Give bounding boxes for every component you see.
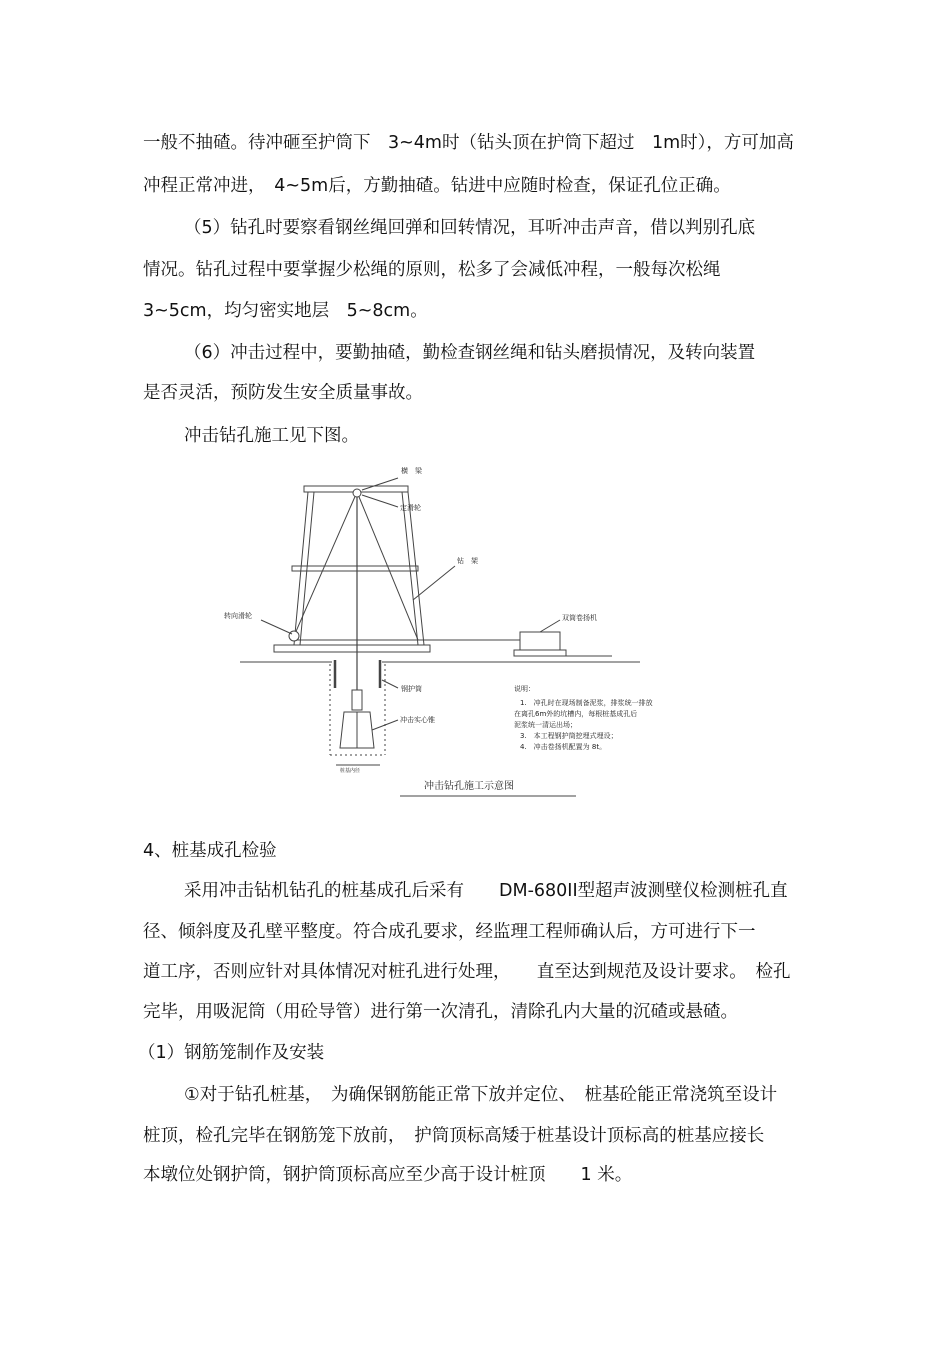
paragraph-line: 3~5cm，均匀密实地层 5~8cm。 [143,301,428,321]
base-platform [274,645,430,652]
notes-title: 说明： [514,685,535,693]
subsection-heading: （1）钢筋笼制作及安装 [138,1043,325,1063]
paragraph-line: （5）钻孔时要察看钢丝绳回弹和回转情况，耳听冲击声音，借以判别孔底 [184,218,756,238]
label-crossbeam: 横 梁 [401,467,422,475]
paragraph-line: 冲击钻孔施工见下图。 [184,426,359,446]
paragraph-line: 完毕，用吸泥筒（用砼导管）进行第一次清孔，清除孔内大量的沉碴或悬碴。 [143,1002,738,1022]
impact-hammer [352,690,362,710]
label-impact-hammer: 冲击实心锥 [400,716,435,724]
paragraph-line: 道工序，否则应针对具体情况对桩孔进行处理， 直至达到规范及设计要求。 检孔 [143,962,791,982]
label-winch: 双筒卷扬机 [562,614,597,622]
paragraph-line: （6）冲击过程中，要勤抽碴，勤检查钢丝绳和钻头磨损情况，及转向装置 [184,343,756,363]
paragraph-line: 本墩位处钢护筒，钢护筒顶标高应至少高于设计桩顶 1 米。 [143,1165,633,1185]
paragraph-line: 情况。钻孔过程中要掌握少松绳的原则，松多了会减低冲程，一般每次松绳 [143,260,721,280]
paragraph-line: 一般不抽碴。待冲砸至护筒下 3~4m时（钻头顶在护筒下超过 1m时），方可加高 [143,133,794,153]
paragraph-line: 径、倾斜度及孔壁平整度。符合成孔要求，经监理工程师确认后，方可进行下一 [143,922,756,942]
label-pile-diameter: 桩基内径 [340,768,361,774]
winch-box [520,632,560,650]
label-turning-pulley: 转向滑轮 [224,612,252,620]
paragraph-line: 桩顶，检孔完毕在钢筋笼下放前， 护筒顶标高矮于桩基设计顶标高的桩基应接长 [143,1126,765,1146]
figure-caption: 冲击钻孔施工示意图 [424,781,514,792]
note-line: 在离孔6m外的坑槽内，每根桩基成孔后 [514,710,638,718]
note-line: 4. 冲击卷扬机配置为 8t。 [520,743,607,751]
middle-platform [292,566,418,571]
fixed-pulley [353,489,361,497]
label-fixed-pulley: 定滑轮 [400,504,421,512]
paragraph-line: ①对于钻孔桩基， 为确保钢筋能正常下放并定位、 桩基砼能正常浇筑至设计 [184,1085,778,1105]
turning-pulley [289,631,299,641]
paragraph-line: 是否灵活，预防发生安全质量事故。 [143,383,423,403]
label-steel-casing: 钢护筒 [401,685,422,693]
paragraph-line: 冲程正常冲进， 4~5m后，方勤抽碴。钻进中应随时检查，保证孔位正确。 [143,176,731,196]
note-line: 3. 本工程钢护筒挖埋式埋设； [520,732,618,740]
paragraph-line: 采用冲击钻机钻孔的桩基成孔后采有 DM-680II型超声波测壁仪检测桩孔直 [184,881,788,901]
note-line: 泥浆统一清运出场； [514,721,577,729]
note-line: 1. 冲孔时在现场制备泥浆，排浆统一排放 [520,699,653,707]
section-heading: 4、桩基成孔检验 [143,841,277,861]
label-drill-frame: 钻 架 [457,557,478,565]
